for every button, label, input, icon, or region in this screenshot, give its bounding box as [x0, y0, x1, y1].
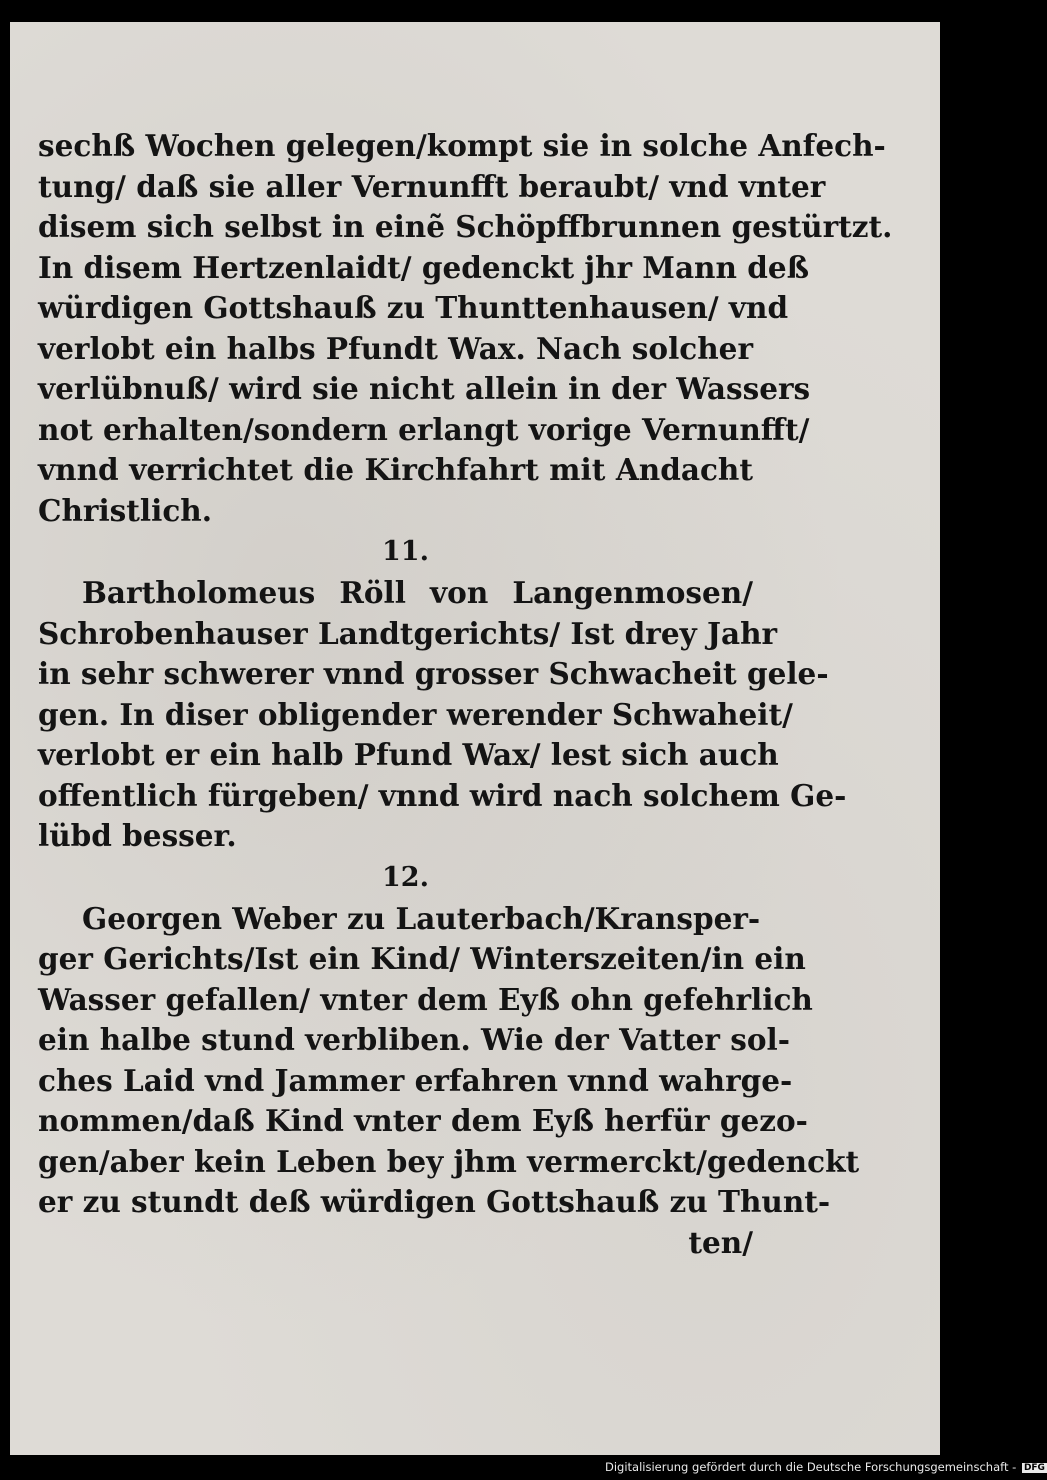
text-line: Bartholomeus Röll von Langenmosen/ — [82, 575, 753, 610]
page-text — [38, 126, 893, 1263]
text-line: würdigen Gottshauß zu Thunttenhausen/ vnd — [38, 290, 789, 325]
text-line: ches Laid vnd Jammer erfahren vnnd wahrge- — [38, 1062, 793, 1098]
digitization-credit — [605, 1460, 1047, 1474]
credit-text: Digitalisierung gefördert durch die Deutsche Forschungsgemeinschaft - — [605, 1460, 1017, 1474]
dfg-logo: DFG — [1023, 1463, 1045, 1473]
text-line: In disem Hertzenlaidt/ gedenckt jhr Mann deß — [38, 249, 810, 285]
scanned-page — [10, 22, 940, 1455]
catchword: ten/ — [688, 1224, 753, 1260]
text-line: disem sich selbst in einẽ Schöpffbrunnen gestürtzt. — [38, 209, 893, 244]
text-line: lübd besser. — [38, 818, 237, 853]
text-line: Christlich. — [38, 492, 213, 528]
text-line: er zu stundt deß würdigen Gottshauß zu Thunt- — [38, 1184, 831, 1219]
text-line: not erhalten/sondern erlangt vorige Vernunfft/ — [38, 411, 810, 447]
text-line: sechß Wochen gelegen/kompt sie in solche Anfech- — [38, 128, 886, 163]
text-line: verlübnuß/ wird sie nicht allein in der Wassers — [38, 371, 811, 406]
section-number: 12. — [382, 861, 429, 893]
text-line: in sehr schwerer vnnd grosser Schwacheit gele- — [38, 656, 829, 691]
text-line: ein halbe stund verbliben. Wie der Vatter sol- — [38, 1022, 790, 1057]
text-line: verlobt er ein halb Pfund Wax/ lest sich auch — [38, 737, 779, 772]
text-line: verlobt ein halbs Pfundt Wax. Nach solcher — [38, 330, 753, 366]
text-line: gen. In diser obligender werender Schwaheit/ — [38, 696, 793, 732]
text-line: ger Gerichts/Ist ein Kind/ Winterszeiten/in ein — [38, 941, 806, 976]
text-line: Wasser gefallen/ vnter dem Eyß ohn gefehrlich — [38, 981, 813, 1017]
section-number: 11. — [382, 536, 429, 567]
text-line: Georgen Weber zu Lauterbach/Kransper- — [82, 900, 761, 936]
text-line: offentlich fürgeben/ vnnd wird nach solchem Ge- — [38, 777, 847, 813]
text-line: tung/ daß sie aller Vernunfft beraubt/ vnd vnter — [38, 168, 826, 204]
text-line: Schrobenhauser Landtgerichts/ Ist drey Jahr — [38, 615, 778, 651]
text-line: gen/aber kein Leben bey jhm vermerckt/gedenckt — [38, 1143, 860, 1179]
text-line: nommen/daß Kind vnter dem Eyß herfür gezo- — [38, 1103, 808, 1138]
text-line: vnnd verrichtet die Kirchfahrt mit Andacht — [38, 452, 753, 487]
